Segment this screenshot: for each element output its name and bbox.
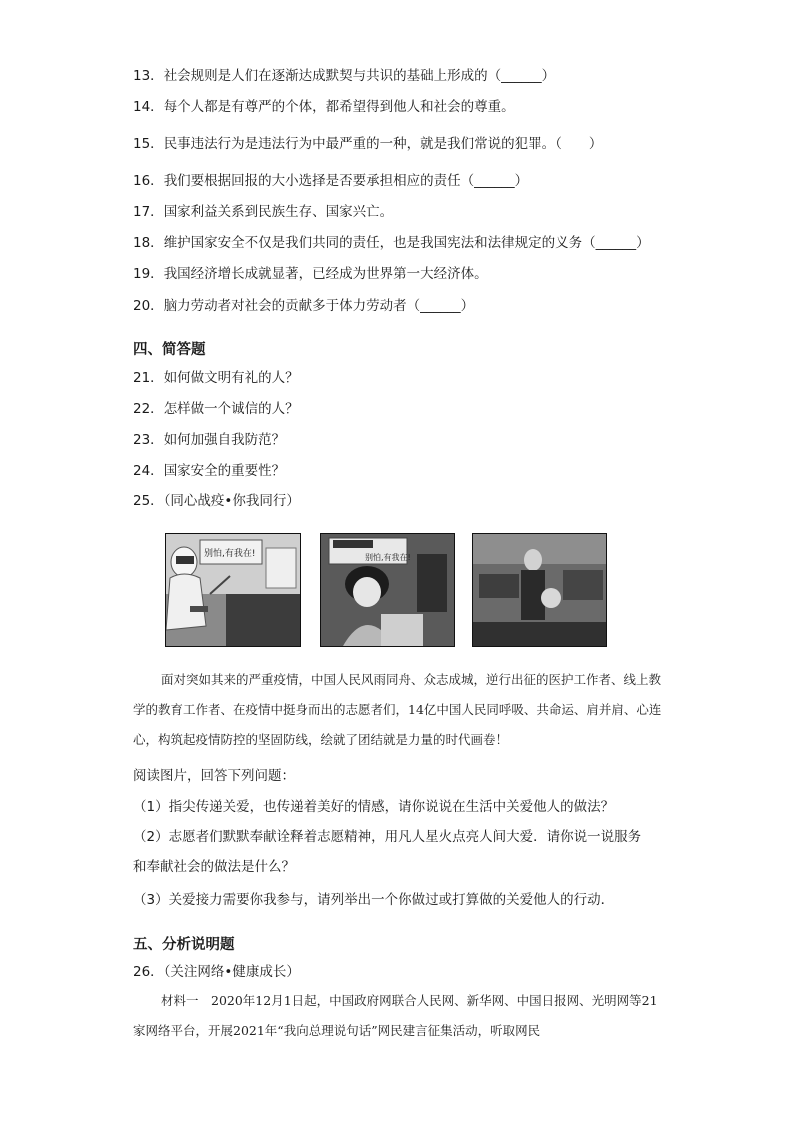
item-number: 19． bbox=[133, 266, 164, 282]
photo-volunteers bbox=[472, 533, 607, 647]
item-25 bbox=[133, 491, 300, 511]
question-2-line2: 和奉献社会的做法是什么？ bbox=[133, 859, 295, 875]
item-text: 每个人都是有尊严的个体，都希望得到他人和社会的尊重。 bbox=[163, 99, 515, 115]
item-number: 17． bbox=[133, 204, 164, 220]
item-text: 如何做文明有礼的人？ bbox=[163, 370, 299, 386]
item-number: 16． bbox=[133, 173, 164, 189]
item-20 bbox=[133, 296, 474, 316]
item-19 bbox=[133, 264, 488, 284]
item-number: 23． bbox=[133, 432, 164, 448]
item-text: 如何加强自我防范？ bbox=[163, 432, 286, 448]
material-text: 材料一 2020年12月1日起，中国政府网联合人民网、新华网、中国日报网、光明网等21家网络平台，开展2021年“我向总理说句话”网民建言征集活动，听取网民 bbox=[133, 993, 658, 1038]
passage-text: 面对突如其来的严重疫情，中国人民风雨同舟、众志成城，逆行出征的医护工作者、线上教学的教育工作者、在疫情中挺身而出的志愿者们，14亿中国人民同呼吸、共命运、肩并肩、心连心，构筑起疫情防控的坚固防线，绘就了团结就是力量的时代画卷！ bbox=[133, 672, 662, 747]
question-3: （3）关爱接力需要你我参与，请列举出一个你做过或打算做的关爱他人的行动． bbox=[133, 892, 615, 908]
item-text: 维护国家安全不仅是我们共同的责任，也是我国宪法和法律规定的义务（______） bbox=[163, 235, 650, 251]
item-number: 18． bbox=[133, 235, 164, 251]
material-one bbox=[133, 986, 663, 1046]
photo-medical-worker bbox=[165, 533, 301, 647]
item-text: （关注网络•健康成长） bbox=[163, 964, 300, 980]
photo-online-teacher bbox=[320, 533, 455, 647]
item-23 bbox=[133, 430, 285, 450]
photo-strip bbox=[165, 533, 607, 647]
item-14 bbox=[133, 97, 515, 117]
item-text: （同心战疫•你我同行） bbox=[163, 493, 300, 509]
item-text: 国家安全的重要性？ bbox=[163, 463, 286, 479]
item-18 bbox=[133, 233, 650, 253]
item-text: 我国经济增长成就显著，已经成为世界第一大经济体。 bbox=[163, 266, 488, 282]
read-prompt: 阅读图片，回答下列问题： bbox=[133, 768, 295, 784]
item-text: 我们要根据回报的大小选择是否要承担相应的责任（______） bbox=[163, 173, 529, 189]
item-number: 26． bbox=[133, 964, 164, 980]
question-1: （1）指尖传递关爱，也传递着美好的情感，请你说说在生活中关爱他人的做法？ bbox=[133, 799, 615, 815]
photo-sign-text: 别怕,有我在! bbox=[365, 553, 411, 562]
item-15 bbox=[133, 134, 602, 154]
photo-sign-text: 别怕,有我在! bbox=[204, 549, 256, 559]
item-16 bbox=[133, 171, 528, 191]
item-text: 怎样做一个诚信的人？ bbox=[163, 401, 299, 417]
item-26 bbox=[133, 962, 300, 982]
item-number: 21． bbox=[133, 370, 164, 386]
passage bbox=[133, 665, 663, 755]
section-heading-5: 五、分析说明题 bbox=[133, 937, 235, 953]
section-heading-4: 四、简答题 bbox=[133, 342, 206, 358]
item-number: 22． bbox=[133, 401, 164, 417]
item-number: 14． bbox=[133, 99, 164, 115]
item-22 bbox=[133, 399, 299, 419]
item-21 bbox=[133, 368, 299, 388]
item-text: 社会规则是人们在逐渐达成默契与共识的基础上形成的（______） bbox=[163, 68, 556, 84]
item-24 bbox=[133, 461, 285, 481]
item-number: 20． bbox=[133, 298, 164, 314]
question-2-line1: （2）志愿者们默默奉献诠释着志愿精神，用凡人星火点亮人间大爱．请你说一说服务 bbox=[133, 829, 642, 845]
item-number: 13． bbox=[133, 68, 164, 84]
item-text: 民事违法行为是违法行为中最严重的一种，就是我们常说的犯罪。（ ） bbox=[163, 136, 603, 152]
item-13 bbox=[133, 66, 555, 86]
item-number: 25． bbox=[133, 493, 164, 509]
item-text: 国家利益关系到民族生存、国家兴亡。 bbox=[163, 204, 394, 220]
item-number: 15． bbox=[133, 136, 164, 152]
item-17 bbox=[133, 202, 393, 222]
item-text: 脑力劳动者对社会的贡献多于体力劳动者（______） bbox=[163, 298, 475, 314]
item-number: 24． bbox=[133, 463, 164, 479]
